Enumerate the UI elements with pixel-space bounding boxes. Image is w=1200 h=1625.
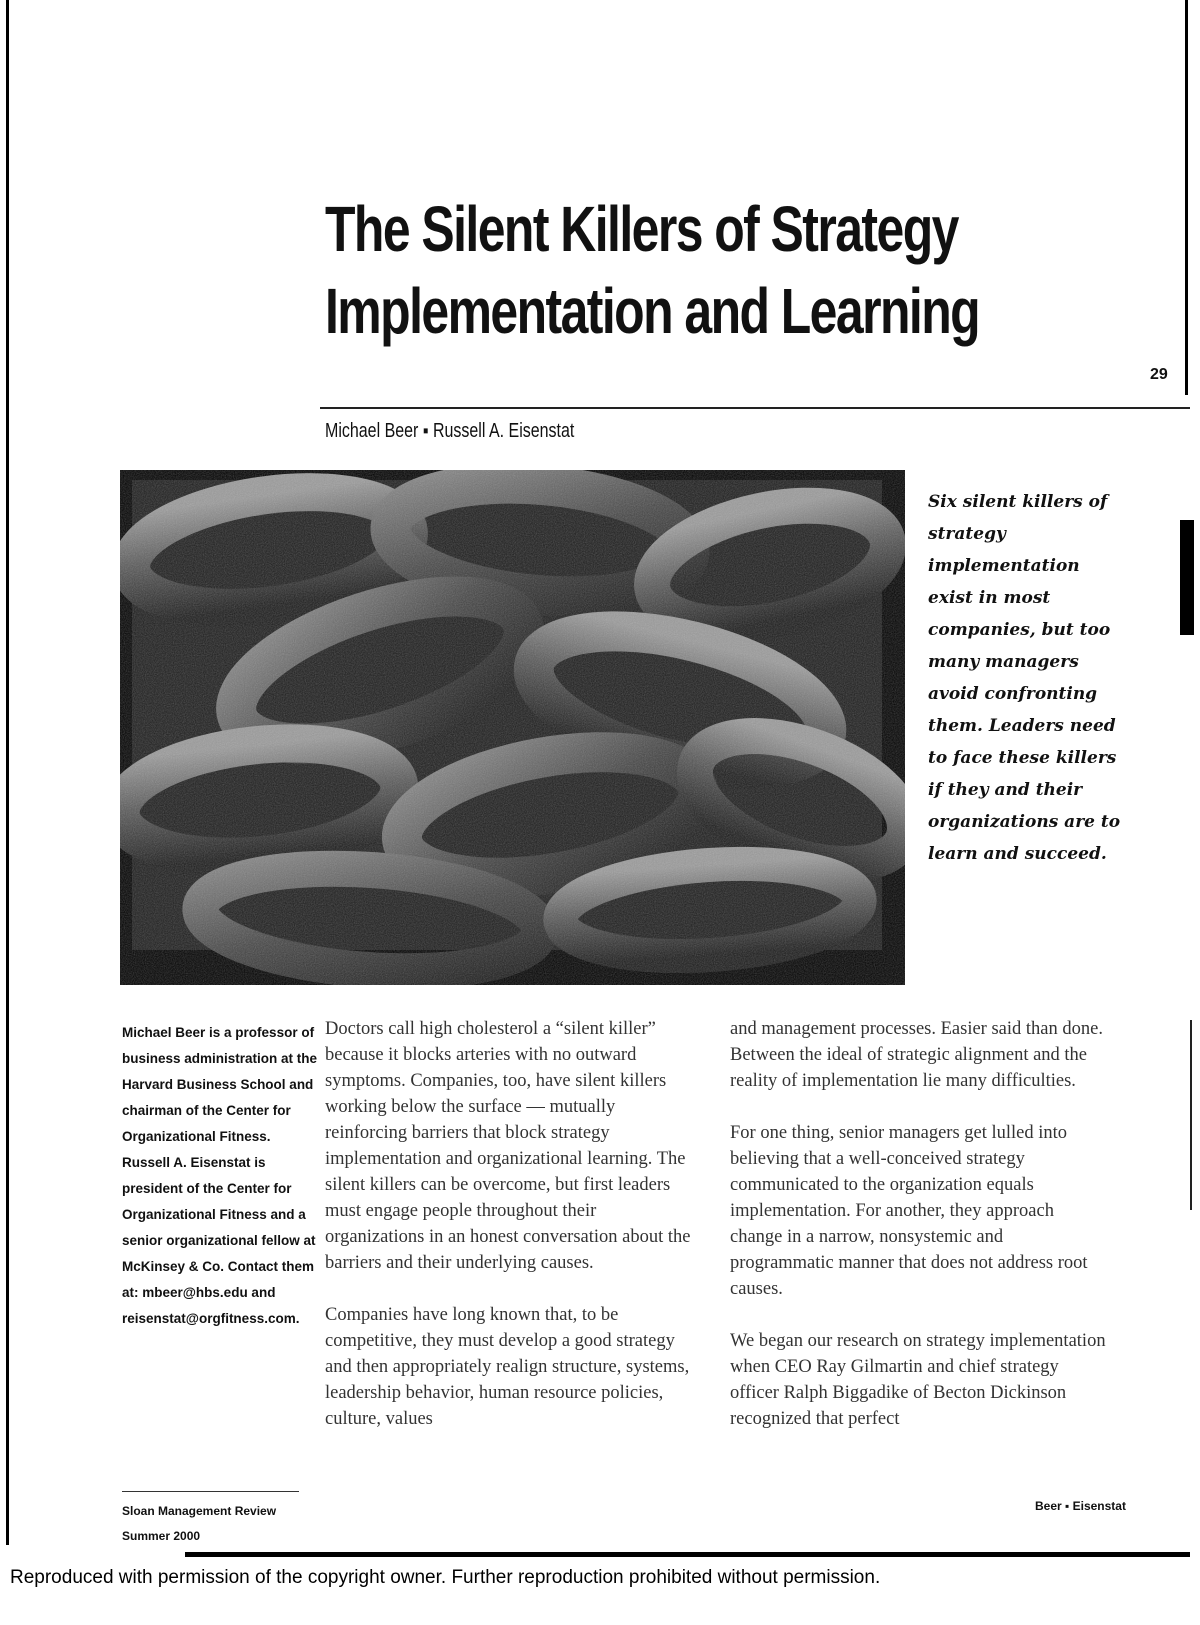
article-title bbox=[325, 188, 980, 352]
left-margin-rule bbox=[6, 0, 9, 1545]
copyright-notice: Reproduced with permission of the copyright owner. Further reproduction prohibited without permission. bbox=[10, 1567, 881, 1588]
footer-rule bbox=[122, 1491, 299, 1492]
title-line-2: Implementation and Learning bbox=[325, 275, 980, 347]
journal-footer bbox=[122, 1499, 276, 1549]
title-line-1: The Silent Killers of Strategy bbox=[325, 193, 958, 265]
body-column-2 bbox=[730, 1016, 1110, 1458]
body-column-1 bbox=[325, 1016, 695, 1458]
journal-name: Sloan Management Review bbox=[122, 1504, 277, 1518]
body-paragraph: We began our research on strategy implementation when CEO Ray Gilmartin and chief strategy officer Ralph Biggadike of Becton Dickinson recognized that perfect bbox=[730, 1331, 1106, 1429]
body-paragraph: For one thing, senior managers get lulled into believing that a well-conceived strategy communicated to the organization equals implementation. For another, they approach change in a narrow, nonsystemic and programmatic manner that does not address root causes. bbox=[730, 1123, 1088, 1299]
right-margin-rule bbox=[1185, 0, 1188, 395]
journal-issue: Summer 2000 bbox=[122, 1529, 201, 1543]
chain-links-photo bbox=[120, 470, 905, 985]
page-number: 29 bbox=[1150, 366, 1168, 383]
section-tab-marker bbox=[1180, 520, 1194, 635]
body-paragraph: Companies have long known that, to be competitive, they must develop a good strategy and then appropriately realign structure, systems, leadership behavior, human resource policies, culture, values bbox=[325, 1305, 690, 1429]
pull-quote: Six silent killers of strategy implementation exist in most companies, but too many managers avoid confronting them. Leaders need to face these killers if they and their organizations are to learn and succeed. bbox=[928, 492, 1121, 864]
author-bio: Michael Beer is a professor of business administration at the Harvard Business School and chairman of the Center for Organizational Fitness. Russell A. Eisenstat is president of the Center for Organizational Fitness and a senior organizational fellow at McKinsey & Co. Contact them at: mbeer@hbs.edu and reisenstat@orgfitness.com. bbox=[122, 1025, 318, 1326]
header-rule bbox=[320, 407, 1190, 409]
body-paragraph: Doctors call high cholesterol a “silent killer” because it blocks arteries with no outward symptoms. Companies, too, have silent killers working below the surface — mutually reinforcing barriers that block strategy implementation and organizational learning. The silent killers can be overcome, but first leaders must engage people throughout their organizations in an honest conversation about the barriers and their underlying causes. bbox=[325, 1019, 691, 1273]
authors-byline: Michael Beer ▪ Russell A. Eisenstat bbox=[325, 420, 575, 442]
footer-thick-rule bbox=[185, 1552, 1190, 1557]
right-margin-rule-lower bbox=[1190, 1020, 1192, 1210]
body-paragraph: and management processes. Easier said than done. Between the ideal of strategic alignment and the reality of implementation lie many difficulties. bbox=[730, 1019, 1103, 1091]
running-head: Beer ▪ Eisenstat bbox=[1035, 1499, 1126, 1513]
